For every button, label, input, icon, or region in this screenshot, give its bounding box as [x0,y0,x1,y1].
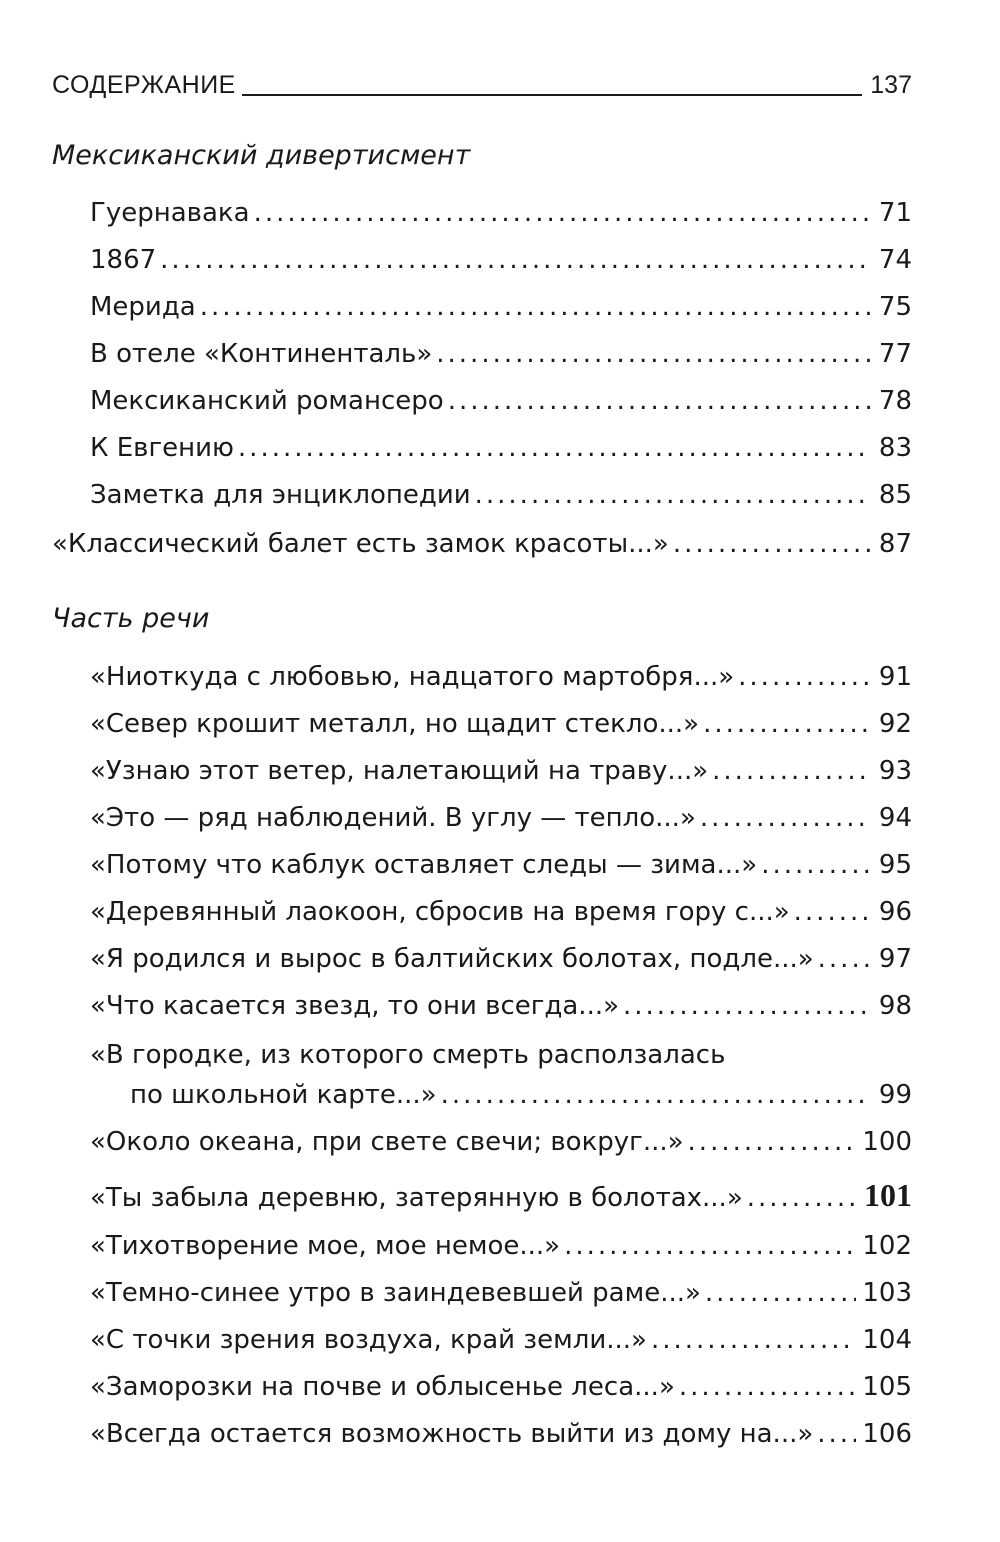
dot-leader [564,1229,856,1263]
toc-entry-page: 97 [878,944,912,974]
toc-entry-page: 77 [878,339,912,369]
toc-entry-title: «Тихотворение мое, мое немое...» [90,1231,561,1261]
toc-entry-page: 101 [864,1177,912,1213]
toc-entry-title: «Север крошит металл, но щадит стекло...» [90,709,700,739]
toc-entry[interactable] [90,1276,912,1310]
toc-entry-page: 100 [862,1127,912,1157]
toc-entry-page: 87 [878,529,912,559]
dot-leader [238,431,870,465]
toc-entry[interactable] [90,1178,912,1212]
toc-entry[interactable] [90,848,912,882]
toc-entry[interactable] [90,660,912,694]
toc-entry-page: 106 [862,1419,912,1449]
toc-entry-page: 78 [878,386,912,416]
dot-leader [254,196,870,230]
toc-entry-title: «Потому что каблук оставляет следы — зима...» [90,850,758,880]
toc-entry-page: 75 [878,292,912,322]
dot-leader [441,1078,870,1112]
header-rule [242,94,862,96]
dot-leader [160,243,870,277]
dot-leader [673,527,870,561]
toc-entry-title: «Ты забыла деревню, затерянную в болотах...» [90,1183,743,1213]
toc-entry-page: 94 [878,803,912,833]
dot-leader [747,1181,858,1215]
dot-leader [436,337,870,371]
toc-entry-title: Гуернавака [90,198,250,228]
toc-entry[interactable] [90,754,912,788]
toc-entry[interactable] [90,1125,912,1159]
toc-entry-title: «Что касается звезд, то они всегда...» [90,991,620,1021]
toc-entry[interactable] [90,989,912,1023]
toc-entry-standalone[interactable] [52,527,912,561]
dot-leader [448,384,870,418]
section-title: Часть речи [52,603,210,634]
toc-entry-title: «Это — ряд наблюдений. В углу — тепло...» [90,803,696,833]
toc-entry-title: «Заморозки на почве и облысенье леса...» [90,1372,675,1402]
running-header-page-number: 137 [870,71,912,99]
section-title: Мексиканский дивертисмент [52,140,471,171]
toc-entry-page: 98 [878,991,912,1021]
toc-entry-title: «Деревянный лаокоон, сбросив на время гору с...» [90,897,790,927]
toc-entry-page: 105 [862,1372,912,1402]
dot-leader [705,1276,856,1310]
toc-entry-title: «Я родился и вырос в балтийских болотах, подле...» [90,944,814,974]
toc-entry-title: 1867 [90,245,157,275]
toc-entry-page: 102 [862,1231,912,1261]
toc-entry-title: В отеле «Континенталь» [90,339,433,369]
toc-entry-line1[interactable] [90,1038,725,1072]
toc-entry-title: «Всегда остается возможность выйти из дому на...» [90,1419,814,1449]
toc-entry[interactable] [90,1323,912,1357]
dot-leader [688,1125,857,1159]
toc-entry-page: 95 [878,850,912,880]
toc-entry-title: «Ниоткуда с любовью, надцатого мартобря...» [90,662,735,692]
toc-entry[interactable] [90,1370,912,1404]
dot-leader [761,848,870,882]
toc-entry[interactable] [90,801,912,835]
toc-entry-title: «Классический балет есть замок красоты...» [52,529,669,559]
dot-leader [475,478,870,512]
dot-leader [703,707,870,741]
running-header [52,58,912,98]
toc-entry[interactable] [90,1417,912,1451]
toc-entry-page: 91 [878,662,912,692]
toc-entry[interactable] [90,431,912,465]
dot-leader [738,660,870,694]
running-header-title: СОДЕРЖАНИЕ [52,71,236,99]
toc-entry[interactable] [90,942,912,976]
toc-entry-page: 93 [878,756,912,786]
toc-entry[interactable] [90,384,912,418]
dot-leader [794,895,870,929]
toc-entry-page: 83 [878,433,912,463]
toc-entry[interactable] [90,337,912,371]
toc-entry-title: «С точки зрения воздуха, край земли...» [90,1325,647,1355]
toc-entry[interactable] [90,707,912,741]
toc-entry-title-line1: «В городке, из которого смерть расползалась [90,1040,726,1070]
dot-leader [679,1370,857,1404]
dot-leader [712,754,870,788]
toc-entry-page: 74 [878,245,912,275]
toc-entry-title: Мексиканский романсеро [90,386,444,416]
toc-entry[interactable] [90,243,912,277]
toc-entry-title: «Узнаю этот ветер, налетающий на траву...» [90,756,709,786]
dot-leader [818,942,870,976]
toc-entry-line2[interactable] [130,1078,912,1112]
toc-entry-title: Заметка для энциклопедии [90,480,471,510]
toc-entry-page: 103 [862,1278,912,1308]
dot-leader [817,1417,856,1451]
dot-leader [651,1323,856,1357]
toc-entry-page: 104 [862,1325,912,1355]
toc-entry-page: 92 [878,709,912,739]
toc-entry-title: «Темно-синее утро в заиндевевшей раме...» [90,1278,701,1308]
toc-entry[interactable] [90,196,912,230]
toc-entry-title-line2: по школьной карте...» [130,1080,437,1110]
dot-leader [200,290,870,324]
dot-leader [623,989,870,1023]
dot-leader [700,801,870,835]
toc-entry[interactable] [90,895,912,929]
toc-entry-page: 71 [878,198,912,228]
toc-entry-page: 99 [878,1080,912,1110]
toc-entry-title: Мерида [90,292,196,322]
toc-entry-title: «Около океана, при свете свечи; вокруг...» [90,1127,684,1157]
toc-entry[interactable] [90,1229,912,1263]
toc-entry[interactable] [90,290,912,324]
toc-entry[interactable] [90,478,912,512]
toc-entry-page: 85 [878,480,912,510]
toc-entry-page: 96 [878,897,912,927]
toc-entry-title: К Евгению [90,433,234,463]
